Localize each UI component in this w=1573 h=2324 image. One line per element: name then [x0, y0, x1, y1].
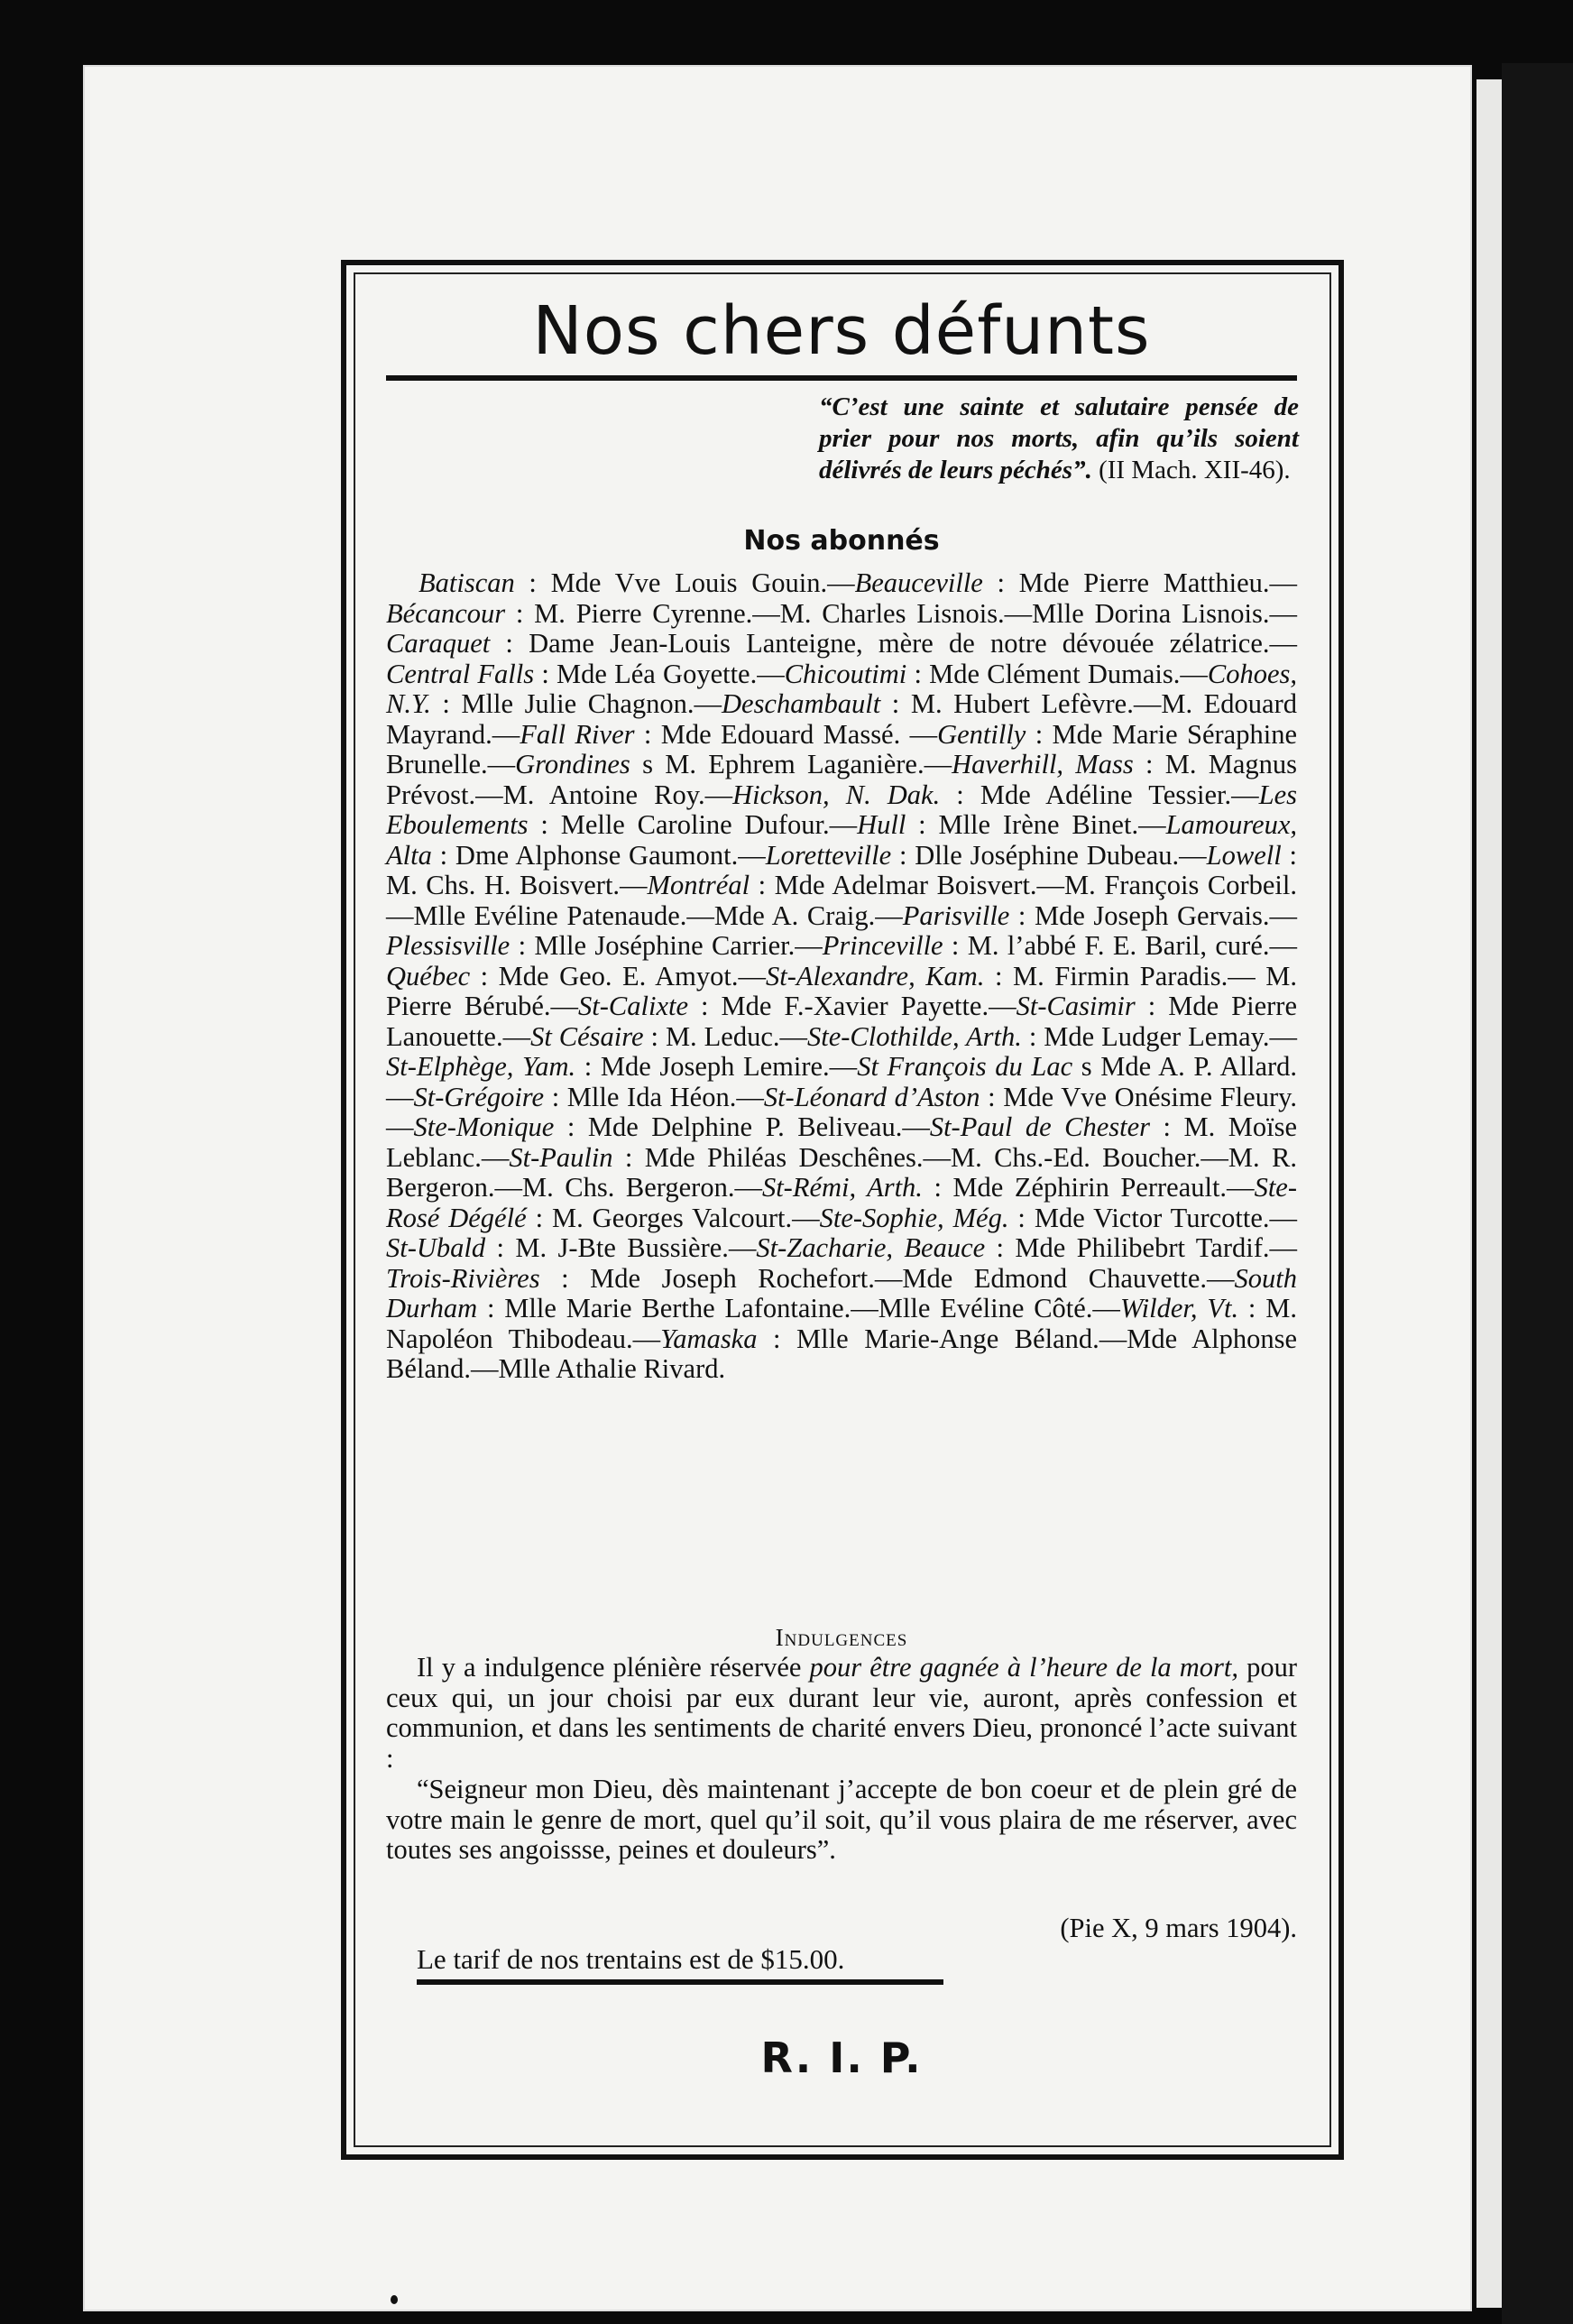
subscriber-place: Caraquet	[386, 628, 491, 659]
subscriber-names: : Mlle Marie Berthe Lafontaine.—Mlle Evéline Côté.—	[477, 1293, 1120, 1323]
subscriber-names: : Mlle Ida Héon.—	[544, 1081, 764, 1112]
subscriber-place: Ste-Clothilde, Arth.	[807, 1020, 1022, 1052]
subscriber-names: : M. Pierre Cyrenne.—M. Charles Lisnois.—Mlle Dorina Lisnois.—	[505, 597, 1297, 629]
subscriber-names: : Mlle Julie Chagnon.—	[430, 688, 722, 719]
subscriber-names: : Mde Joseph Gervais.—	[1009, 899, 1297, 931]
subscriber-names: : Mde F.-Xavier Payette.—	[688, 991, 1016, 1021]
subscriber-place: Fall River	[520, 718, 635, 750]
subscriber-place: Plessisville	[386, 930, 511, 961]
subscriber-place: Parisville	[902, 899, 1010, 931]
subscriber-place: Trois-Rivières	[386, 1262, 540, 1294]
subscriber-names: : M. Leduc.—	[643, 1020, 807, 1052]
subscriber-place: Hull	[857, 809, 906, 840]
subscriber-place: Les Eboulements	[386, 779, 1297, 840]
subscriber-place: St-Paul de Chester	[929, 1111, 1151, 1142]
subscriber-place: South Durham	[386, 1262, 1297, 1323]
rip-closing: R. I. P.	[760, 2034, 923, 2082]
subscriber-names: : Melle Caroline Dufour.—	[528, 809, 858, 840]
subscriber-names: : M. Napoléon Thibodeau.—	[386, 1293, 1297, 1354]
subscriber-place: Batiscan	[419, 567, 515, 598]
subscriber-names: : Mlle Joséphine Carrier.—	[510, 930, 823, 961]
signature: (Pie X, 9 mars 1904).	[1060, 1913, 1297, 1943]
subscriber-place: St-Ubald	[386, 1232, 486, 1263]
subscriber-place: Princeville	[822, 930, 943, 961]
subscriber-names: : Mlle Irène Binet.—	[906, 809, 1166, 840]
subscriber-names: : M. Moïse Leblanc.—	[386, 1111, 1298, 1173]
prayer-paragraph: “Seigneur mon Dieu, dès maintenant j’accepte de bon coeur et de plein gré de votre main le genre de mort, quel qu’il soit, qu’il vous plaira de me réserver, avec toutes ses angoissse, peines et douleurs”.	[386, 1774, 1297, 1865]
scan-speck	[391, 2295, 398, 2304]
obituary-frame	[341, 260, 1344, 2160]
tarif-line: Le tarif de nos trentains est de $15.00.	[417, 1943, 845, 1975]
subscriber-place: Cohoes, N.Y.	[386, 658, 1297, 719]
subscriber-place: Lowell	[1206, 839, 1282, 871]
subscribers-list	[386, 568, 1297, 1385]
indulgences-heading: Indulgences	[775, 1624, 908, 1651]
subscriber-names: : Mde Edouard Massé. —	[634, 718, 938, 750]
subscriber-names: : Mde Joseph Rochefort.—Mde Edmond Chauvette.—	[539, 1262, 1235, 1294]
subscriber-names: : Mde Adéline Tessier.—	[940, 779, 1259, 810]
subscriber-place: St-Léonard d’Aston	[763, 1081, 980, 1112]
subscriber-place: Grondines	[515, 749, 630, 779]
subscriber-names: : Mde Joseph Lemire.—	[575, 1051, 858, 1082]
subscriber-names: : Mde Philibebrt Tardif.—	[985, 1232, 1297, 1263]
subscriber-names: : M. Georges Valcourt.—	[526, 1202, 820, 1233]
subscriber-place: Yamaska	[660, 1323, 758, 1354]
subscriber-names: : Mde Pierre Matthieu.—	[982, 567, 1297, 598]
indulgences-text-emphasis: pour être gagnée à l’heure de la mort,	[809, 1652, 1238, 1683]
subscriber-names: : Mde Clément Dumais.—	[906, 658, 1208, 689]
subscriber-place: Lamoureux, Alta	[386, 809, 1298, 871]
subscriber-names: : Mde Pierre Lanouette.—	[386, 991, 1297, 1052]
subscriber-place: St-Rémi, Arth.	[761, 1172, 923, 1203]
subscriber-place: Chicoutimi	[784, 658, 907, 689]
page-title: Nos chers défunts	[532, 292, 1151, 370]
epigraph-reference: (II Mach. XII-46).	[1099, 456, 1291, 484]
subscriber-names: : Mde Adelmar Boisvert.—M. François Corbeil.—Mlle Evéline Patenaude.—Mde A. Craig.—	[386, 870, 1297, 931]
subscriber-place: St-Calixte	[578, 991, 689, 1021]
subscriber-place: Ste-Rosé Dégélé	[386, 1172, 1297, 1233]
subscriber-names: : M. Firmin Paradis.— M. Pierre Bérubé.—	[386, 960, 1297, 1021]
subscriber-place: St Césaire	[530, 1020, 644, 1052]
subscriber-place: St François du Lac	[857, 1051, 1073, 1082]
subscriber-names: : M. Chs. H. Boisvert.—	[386, 839, 1297, 900]
subscriber-place: Haverhill, Mass	[952, 749, 1134, 779]
subscriber-place: Deschambault	[722, 688, 881, 719]
subscriber-place: Ste-Monique	[413, 1111, 555, 1142]
subscriber-names: : M. Hubert Lefèvre.—M. Edouard Mayrand.—	[386, 688, 1297, 750]
indulgences-text-end: pour ceux qui, un jour choisi par eux durant leur vie, auront, après confession et communion, et dans les sentiments de charité envers Dieu, prononcé l’acte suivant :	[386, 1652, 1297, 1774]
subscriber-place: St-Casimir	[1016, 991, 1136, 1021]
subscriber-names: : Mde Vve Onésime Fleury.—	[386, 1081, 1297, 1142]
subscriber-place: Loretteville	[765, 839, 892, 871]
subscriber-place: Montréal	[647, 870, 750, 900]
subscriber-names: : Mde Vve Louis Gouin.—	[514, 567, 855, 598]
subscriber-names: : M. l’abbé F. E. Baril, curé.—	[943, 930, 1298, 961]
subscriber-names: : Mde Delphine P. Beliveau.—	[554, 1111, 930, 1142]
subscriber-place: Hickson, N. Dak.	[732, 779, 941, 810]
subscriber-place: St-Elphège, Yam.	[386, 1051, 576, 1082]
subscriber-place: Québec	[386, 960, 471, 991]
subscriber-names: : Mde Philéas Deschênes.—M. Chs.-Ed. Boucher.—M. R. Bergeron.—M. Chs. Bergeron.—	[386, 1141, 1297, 1203]
subscriber-place: Bécancour	[386, 597, 506, 629]
subscriber-place: Wilder, Vt.	[1119, 1293, 1239, 1323]
subscriber-names: s M. Ephrem Laganière.—	[630, 749, 952, 779]
subscriber-place: St-Zacharie, Beauce	[756, 1232, 986, 1263]
subscriber-place: Beauceville	[854, 567, 983, 598]
subscriber-names: : Mde Zéphirin Perreault.—	[922, 1172, 1255, 1203]
subscriber-names: : Mde Geo. E. Amyot.—	[470, 960, 766, 991]
subscriber-names: s Mde A. P. Allard.—	[386, 1051, 1298, 1112]
title-rule	[386, 375, 1297, 381]
subscriber-names: : Mlle Marie-Ange Béland.—Mde Alphonse Béland.—Mlle Athalie Rivard.	[386, 1323, 1297, 1384]
epigraph	[819, 392, 1299, 486]
subscriber-names: : Mde Ludger Lemay.—	[1021, 1020, 1297, 1052]
subscriber-place: St-Grégoire	[413, 1081, 545, 1112]
subscriber-place: Ste-Sophie, Még.	[819, 1202, 1009, 1233]
subscriber-place: Gentilly	[937, 718, 1026, 750]
subscriber-names: : Dame Jean-Louis Lanteigne, mère de notre dévouée zélatrice.—	[490, 628, 1297, 659]
subscriber-names: : Mde Léa Goyette.—	[534, 658, 785, 689]
epigraph-quote: “C’est une sainte et salutaire pensée de prier pour nos morts, afin qu’ils soient délivrés de leurs péchés”.	[819, 392, 1299, 484]
subscriber-place: St-Paulin	[509, 1141, 613, 1173]
subscriber-names: : Mde Victor Turcotte.—	[1008, 1202, 1297, 1233]
subscriber-names: : Mde Marie Séraphine Brunelle.—	[386, 718, 1297, 779]
subscriber-names: : Dme Alphonse Gaumont.—	[431, 839, 766, 871]
subscribers-heading: Nos abonnés	[743, 525, 940, 557]
subscriber-place: Central Falls	[386, 658, 535, 689]
indulgences-paragraph	[386, 1653, 1297, 1774]
subscriber-names: : M. J-Bte Bussière.—	[485, 1232, 757, 1263]
subscriber-place: St-Alexandre, Kam.	[765, 960, 985, 991]
facing-page-edge	[1476, 79, 1502, 2308]
indulgences-text-start: Il y a indulgence plénière réservée	[417, 1652, 810, 1683]
subscriber-names: : Dlle Joséphine Dubeau.—	[891, 839, 1207, 871]
subscriber-names: : M. Magnus Prévost.—M. Antoine Roy.—	[386, 749, 1297, 810]
tarif-rule	[417, 1979, 943, 1985]
scan-border	[1502, 63, 1573, 2324]
